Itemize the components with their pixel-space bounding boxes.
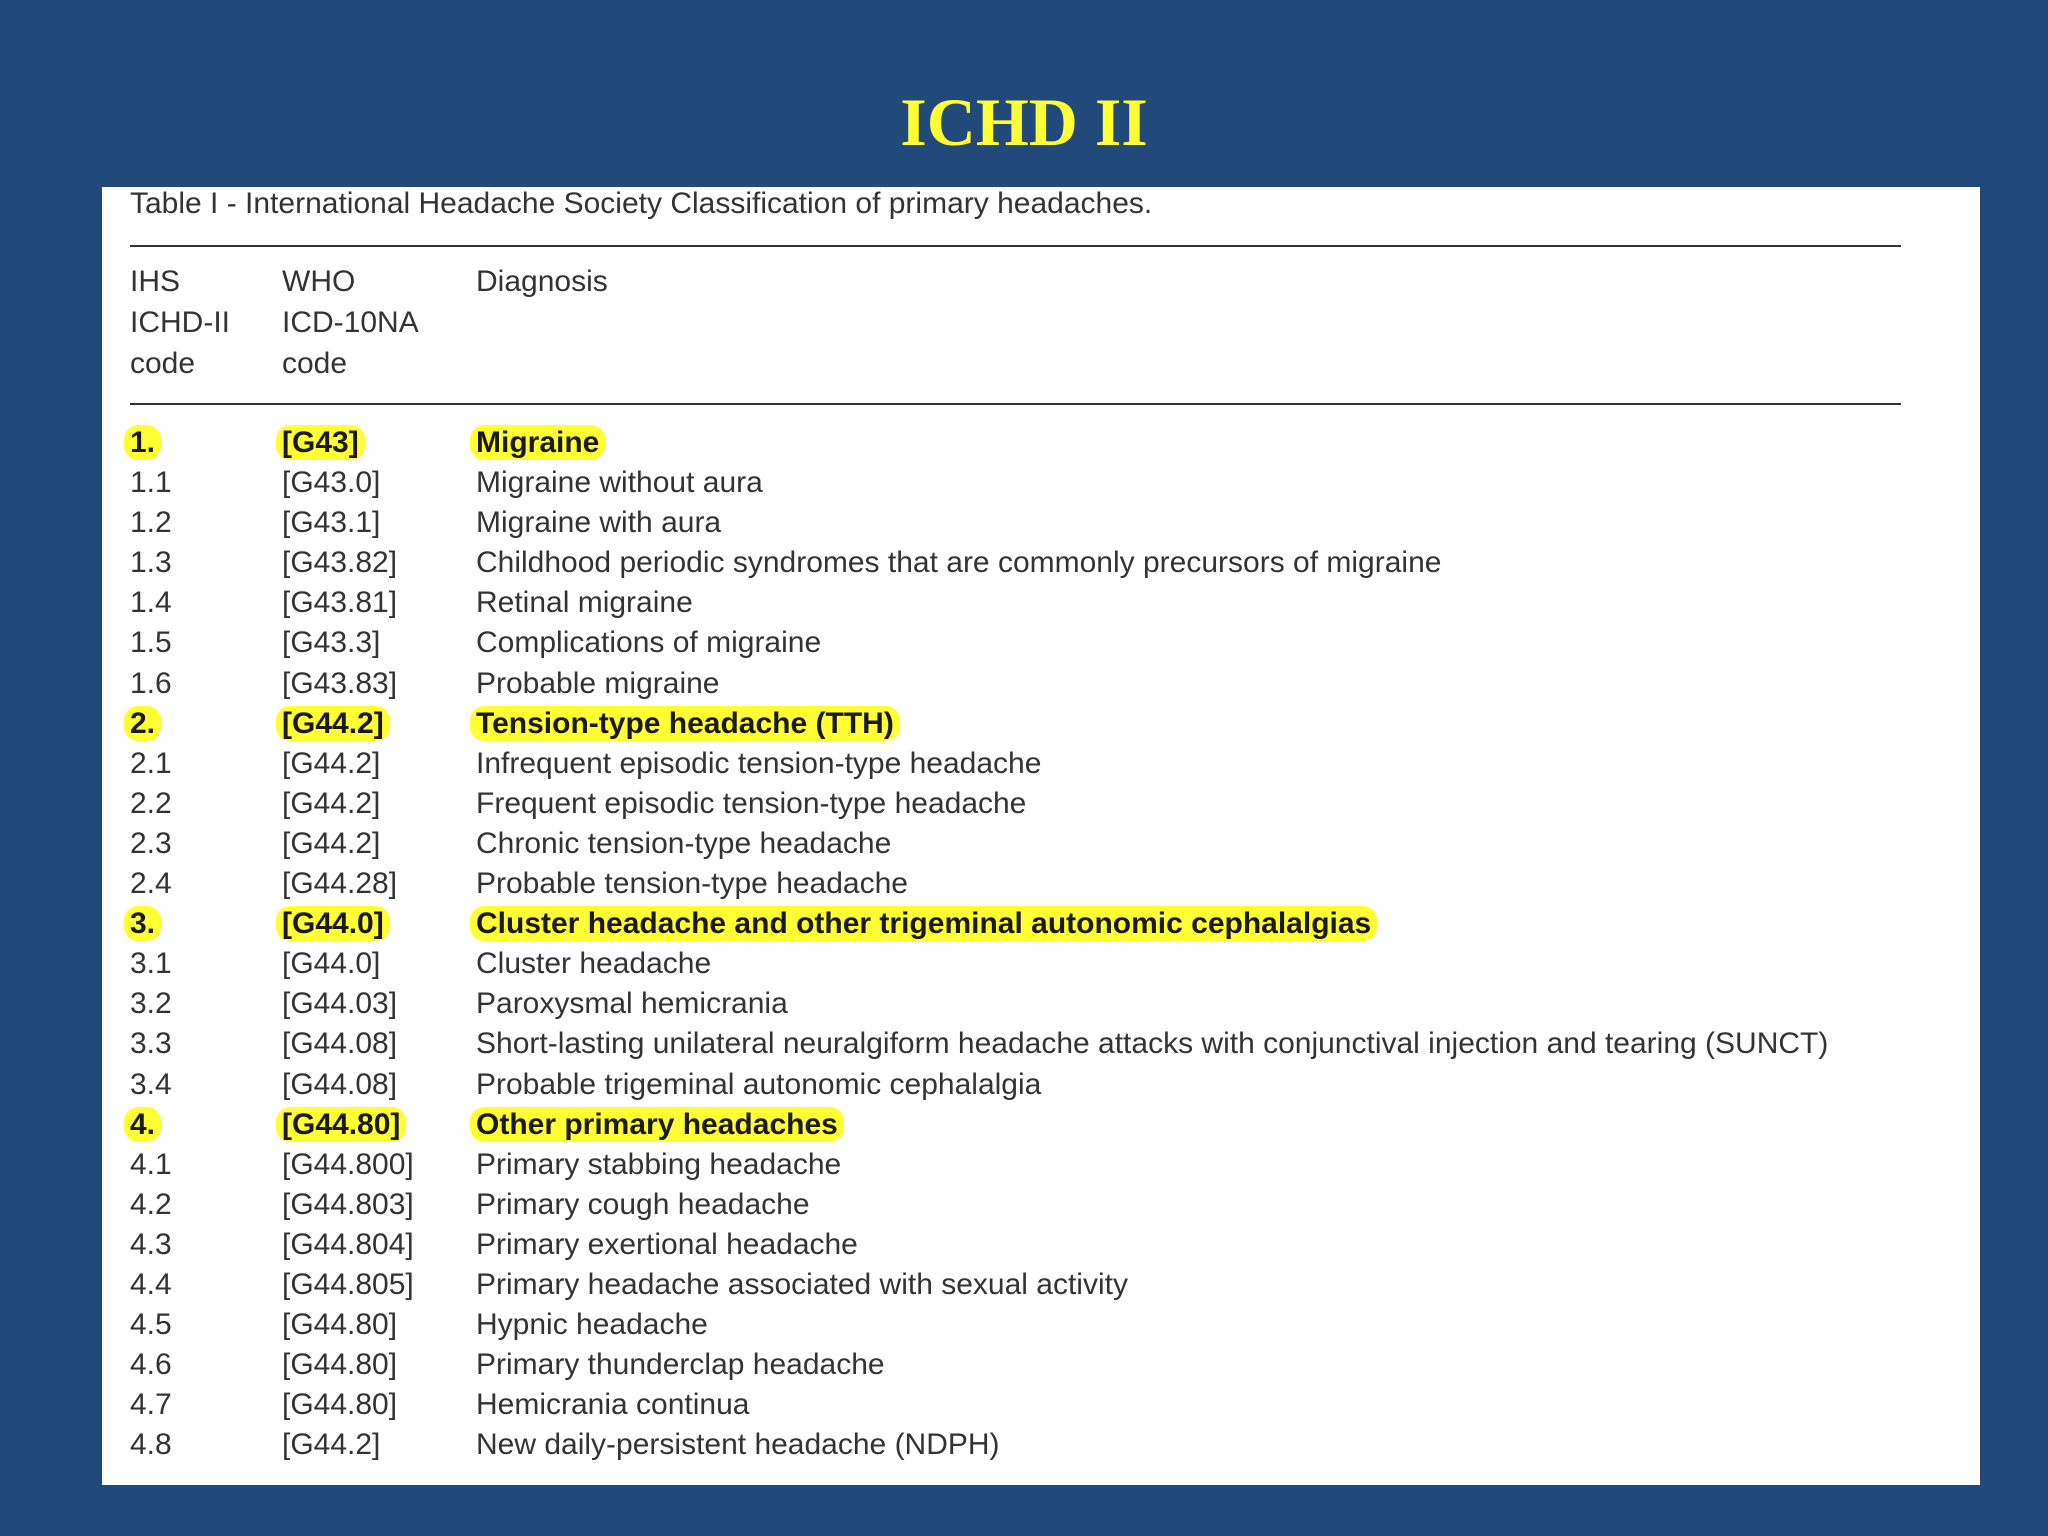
ihs-code-cell <box>130 1227 172 1263</box>
ihs-code-cell <box>130 946 172 982</box>
who-code-cell <box>282 1147 414 1183</box>
cell-text: 3.1 <box>130 947 172 981</box>
cell-text: 1.2 <box>130 506 172 540</box>
table-row <box>102 944 1980 984</box>
diagnosis-cell <box>476 666 719 702</box>
cell-text: Primary thunderclap headache <box>476 1348 885 1382</box>
cell-text: [G44.03] <box>282 987 398 1021</box>
cell-text: [G44.800] <box>282 1147 414 1181</box>
cell-text: [G44.803] <box>282 1187 414 1221</box>
ihs-code-cell <box>130 786 172 822</box>
table-row <box>102 1305 1980 1345</box>
ihs-code-cell <box>130 1107 161 1143</box>
who-code-cell <box>282 1067 397 1103</box>
who-code-cell <box>282 746 380 782</box>
diagnosis-cell <box>476 986 788 1022</box>
diagnosis-cell <box>476 425 605 461</box>
cell-text: 1.3 <box>130 546 172 580</box>
highlighted-text: 3. <box>124 906 161 941</box>
cell-text: [G44.28] <box>282 867 398 901</box>
cell-text: Migraine without aura <box>476 466 763 500</box>
who-code-cell <box>282 1427 380 1463</box>
highlighted-text: [G44.0] <box>276 906 390 941</box>
diagnosis-cell <box>476 866 908 902</box>
cell-text: Frequent episodic tension-type headache <box>476 786 1027 820</box>
cell-text: [G44.08] <box>282 1067 398 1101</box>
who-code-cell <box>282 1387 397 1423</box>
diagnosis-cell <box>476 545 1441 581</box>
cell-text: Primary stabbing headache <box>476 1147 842 1181</box>
who-code-cell <box>282 1267 414 1303</box>
ihs-code-cell <box>130 585 172 621</box>
cell-text: 2.2 <box>130 786 172 820</box>
cell-text: Hemicrania continua <box>476 1388 750 1422</box>
ihs-code-cell <box>130 1187 172 1223</box>
cell-text: Retinal migraine <box>476 586 693 620</box>
diagnosis-cell <box>476 746 1041 782</box>
cell-text: Cluster headache <box>476 947 712 981</box>
table-row <box>102 1265 1980 1305</box>
table-panel <box>102 187 1980 1485</box>
ihs-code-cell <box>130 866 172 902</box>
cell-text: 2.4 <box>130 867 172 901</box>
highlighted-text: 1. <box>124 425 161 460</box>
cell-text: Primary exertional headache <box>476 1227 858 1261</box>
cell-text: [G44.2] <box>282 746 381 780</box>
who-code-cell <box>282 706 390 742</box>
cell-text: Short-lasting unilateral neuralgiform headache attacks with conjunctival injection and tearing (SUNCT) <box>476 1027 1829 1061</box>
table-row <box>102 1345 1980 1385</box>
ihs-code-cell <box>130 1147 172 1183</box>
who-code-cell <box>282 666 397 702</box>
table-row <box>102 1145 1980 1185</box>
ihs-code-cell <box>130 826 172 862</box>
ihs-code-cell <box>130 505 172 541</box>
cell-text: [G44.0] <box>282 947 381 981</box>
cell-text: [G43.3] <box>282 626 381 660</box>
who-code-cell <box>282 425 365 461</box>
table-row <box>102 1385 1980 1425</box>
cell-text: 4.7 <box>130 1388 172 1422</box>
cell-text: Probable trigeminal autonomic cephalalgia <box>476 1067 1042 1101</box>
who-code-cell <box>282 986 397 1022</box>
diagnosis-cell <box>476 585 693 621</box>
diagnosis-cell <box>476 906 1377 942</box>
table-row <box>102 1425 1980 1465</box>
diagnosis-cell <box>476 946 711 982</box>
table-row <box>102 784 1980 824</box>
ihs-code-cell <box>130 906 161 942</box>
ihs-code-cell <box>130 1067 172 1103</box>
column-header-ihs-line: code <box>130 347 196 380</box>
cell-text: [G44.2] <box>282 826 381 860</box>
cell-text: [G44.08] <box>282 1027 398 1061</box>
table-row <box>102 623 1980 663</box>
cell-text: [G43.0] <box>282 466 381 500</box>
highlighted-text: Migraine <box>470 425 605 460</box>
diagnosis-cell <box>476 706 900 742</box>
diagnosis-cell <box>476 1347 885 1383</box>
cell-text: [G44.804] <box>282 1227 414 1261</box>
table-row <box>102 503 1980 543</box>
ihs-code-cell <box>130 1387 172 1423</box>
cell-text: [G43.1] <box>282 506 381 540</box>
table-row <box>102 1065 1980 1105</box>
column-header-who-line: code <box>282 347 348 380</box>
table-row <box>102 824 1980 864</box>
cell-text: 4.3 <box>130 1227 172 1261</box>
who-code-cell <box>282 545 397 581</box>
slide-title: ICHD II <box>900 84 1148 160</box>
cell-text: 2.3 <box>130 826 172 860</box>
who-code-cell <box>282 1227 414 1263</box>
cell-text: [G43.82] <box>282 546 398 580</box>
table-group-row <box>102 904 1980 944</box>
diagnosis-cell <box>476 786 1026 822</box>
who-code-cell <box>282 906 390 942</box>
cell-text: 1.5 <box>130 626 172 660</box>
table-body <box>102 423 1980 1465</box>
ihs-code-cell <box>130 1347 172 1383</box>
table-header-rule <box>130 403 1901 405</box>
who-code-cell <box>282 786 380 822</box>
ihs-code-cell <box>130 1267 172 1303</box>
ihs-code-cell <box>130 986 172 1022</box>
cell-text: Probable migraine <box>476 666 720 700</box>
highlighted-text: 4. <box>124 1107 161 1142</box>
table-caption: Table I - International Headache Society Classification of primary headaches. <box>130 187 1153 220</box>
diagnosis-cell <box>476 465 763 501</box>
cell-text: 4.8 <box>130 1428 172 1462</box>
diagnosis-cell <box>476 1387 749 1423</box>
ihs-code-cell <box>130 1307 172 1343</box>
column-header-ihs-line: IHS <box>130 265 181 298</box>
table-top-rule <box>130 245 1901 247</box>
cell-text: Probable tension-type headache <box>476 867 908 901</box>
cell-text: New daily-persistent headache (NDPH) <box>476 1428 1000 1462</box>
cell-text: 1.6 <box>130 666 172 700</box>
who-code-cell <box>282 866 397 902</box>
who-code-cell <box>282 625 380 661</box>
cell-text: Primary cough headache <box>476 1187 810 1221</box>
cell-text: [G44.805] <box>282 1267 414 1301</box>
ihs-code-cell <box>130 1026 172 1062</box>
cell-text: 2.1 <box>130 746 172 780</box>
cell-text: 3.4 <box>130 1067 172 1101</box>
who-code-cell <box>282 946 380 982</box>
cell-text: 4.4 <box>130 1267 172 1301</box>
table-row <box>102 463 1980 503</box>
ihs-code-cell <box>130 666 172 702</box>
cell-text: Hypnic headache <box>476 1308 708 1342</box>
cell-text: [G44.80] <box>282 1308 398 1342</box>
who-code-cell <box>282 1187 414 1223</box>
ihs-code-cell <box>130 465 172 501</box>
cell-text: Paroxysmal hemicrania <box>476 987 788 1021</box>
table-row <box>102 1024 1980 1064</box>
table-row <box>102 1185 1980 1225</box>
table-row <box>102 984 1980 1024</box>
cell-text: 4.1 <box>130 1147 172 1181</box>
cell-text: 4.2 <box>130 1187 172 1221</box>
table-row <box>102 1225 1980 1265</box>
column-header-ihs <box>130 261 230 384</box>
highlighted-text: 2. <box>124 706 161 741</box>
column-header-diagnosis-line: Diagnosis <box>476 265 608 298</box>
ihs-code-cell <box>130 1427 172 1463</box>
cell-text: 1.1 <box>130 466 172 500</box>
highlighted-text: [G44.80] <box>276 1107 406 1142</box>
table-row <box>102 744 1980 784</box>
diagnosis-cell <box>476 1307 708 1343</box>
cell-text: Complications of migraine <box>476 626 822 660</box>
diagnosis-cell <box>476 505 721 541</box>
who-code-cell <box>282 585 397 621</box>
highlighted-text: [G44.2] <box>276 706 390 741</box>
ihs-code-cell <box>130 545 172 581</box>
who-code-cell <box>282 1026 397 1062</box>
cell-text: [G43.83] <box>282 666 398 700</box>
cell-text: 3.2 <box>130 987 172 1021</box>
cell-text: Chronic tension-type headache <box>476 826 892 860</box>
cell-text: [G44.2] <box>282 1428 381 1462</box>
diagnosis-cell <box>476 1107 844 1143</box>
diagnosis-cell <box>476 1427 1000 1463</box>
cell-text: [G44.80] <box>282 1388 398 1422</box>
cell-text: [G44.80] <box>282 1348 398 1382</box>
who-code-cell <box>282 826 380 862</box>
ihs-code-cell <box>130 425 161 461</box>
column-header-ihs-line: ICHD-II <box>130 306 230 339</box>
cell-text: [G43.81] <box>282 586 398 620</box>
cell-text: Childhood periodic syndromes that are commonly precursors of migraine <box>476 546 1442 580</box>
highlighted-text: [G43] <box>276 425 365 460</box>
highlighted-text: Cluster headache and other trigeminal autonomic cephalalgias <box>470 906 1377 941</box>
who-code-cell <box>282 505 380 541</box>
diagnosis-cell <box>476 1187 810 1223</box>
cell-text: Migraine with aura <box>476 506 722 540</box>
cell-text: Infrequent episodic tension-type headache <box>476 746 1042 780</box>
cell-text: 1.4 <box>130 586 172 620</box>
cell-text: [G44.2] <box>282 786 381 820</box>
cell-text: 4.6 <box>130 1348 172 1382</box>
ihs-code-cell <box>130 706 161 742</box>
highlighted-text: Other primary headaches <box>470 1107 844 1142</box>
who-code-cell <box>282 465 380 501</box>
table-row <box>102 583 1980 623</box>
column-header-diagnosis <box>476 261 608 302</box>
table-row <box>102 543 1980 583</box>
diagnosis-cell <box>476 826 891 862</box>
diagnosis-cell <box>476 1227 858 1263</box>
ihs-code-cell <box>130 746 172 782</box>
who-code-cell <box>282 1307 397 1343</box>
column-header-who-line: ICD-10NA <box>282 306 419 339</box>
diagnosis-cell <box>476 1147 841 1183</box>
highlighted-text: Tension-type headache (TTH) <box>470 706 900 741</box>
cell-text: Primary headache associated with sexual activity <box>476 1267 1128 1301</box>
diagnosis-cell <box>476 1267 1128 1303</box>
ihs-code-cell <box>130 625 172 661</box>
table-group-row <box>102 704 1980 744</box>
diagnosis-cell <box>476 1067 1041 1103</box>
table-group-row <box>102 1105 1980 1145</box>
who-code-cell <box>282 1107 406 1143</box>
table-group-row <box>102 423 1980 463</box>
diagnosis-cell <box>476 625 821 661</box>
table-row <box>102 664 1980 704</box>
column-header-who <box>282 261 419 384</box>
diagnosis-cell <box>476 1026 1828 1062</box>
table-row <box>102 864 1980 904</box>
who-code-cell <box>282 1347 397 1383</box>
column-header-who-line: WHO <box>282 265 356 298</box>
cell-text: 3.3 <box>130 1027 172 1061</box>
cell-text: 4.5 <box>130 1308 172 1342</box>
